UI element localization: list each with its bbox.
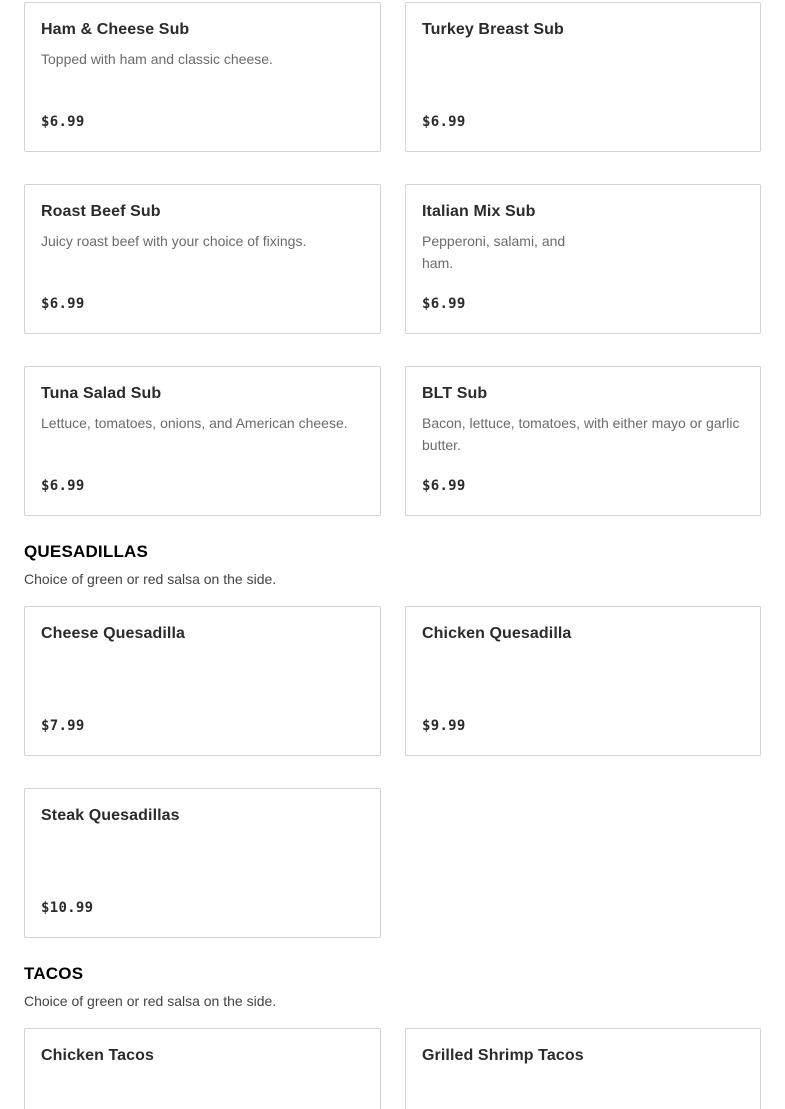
menu-item-card-tuna-salad-sub[interactable] — [24, 366, 381, 516]
menu-item-description: Pepperoni, salami, and ham. — [422, 233, 566, 271]
menu-item-name: Tuna Salad Sub — [41, 385, 162, 402]
menu-item-name: BLT Sub — [422, 385, 488, 402]
section-subtitle-tacos: Choice of green or red salsa on the side. — [24, 993, 277, 1009]
menu-item-price: $6.99 — [41, 478, 85, 494]
menu-item-price: $7.99 — [41, 718, 85, 734]
menu-item-card-ham-cheese-sub[interactable] — [24, 2, 381, 152]
menu-item-price: $6.99 — [422, 114, 466, 130]
menu-item-card-turkey-breast-sub[interactable] — [405, 2, 761, 152]
menu-item-name: Cheese Quesadilla — [41, 625, 185, 642]
menu-item-price: $6.99 — [422, 296, 466, 312]
menu-item-name: Chicken Quesadilla — [422, 625, 572, 642]
menu-item-card-chicken-quesadilla[interactable] — [405, 606, 761, 756]
menu-item-description: Juicy roast beef with your choice of fixings. — [41, 233, 307, 249]
menu-item-card-italian-mix-sub[interactable] — [405, 184, 761, 334]
menu-item-description: Bacon, lettuce, tomatoes, with either mayo or garlic butter. — [422, 415, 740, 453]
menu-item-card-steak-quesadillas[interactable] — [24, 788, 381, 938]
section-title-tacos: TACOS — [24, 964, 84, 983]
menu-item-price: $6.99 — [422, 478, 466, 494]
menu-item-card-grilled-shrimp-tacos[interactable] — [405, 1028, 761, 1109]
menu-item-description: Lettuce, tomatoes, onions, and American cheese. — [41, 415, 348, 431]
menu-item-name: Roast Beef Sub — [41, 203, 161, 220]
menu-item-card-roast-beef-sub[interactable] — [24, 184, 381, 334]
menu-item-price: $10.99 — [41, 900, 94, 916]
section-subtitle-quesadillas: Choice of green or red salsa on the side. — [24, 571, 277, 587]
menu-item-price: $6.99 — [41, 114, 85, 130]
menu-item-name: Italian Mix Sub — [422, 203, 536, 220]
menu-item-name: Grilled Shrimp Tacos — [422, 1047, 584, 1064]
menu-item-name: Ham & Cheese Sub — [41, 21, 190, 38]
menu-item-price: $6.99 — [41, 296, 85, 312]
menu-item-name: Turkey Breast Sub — [422, 21, 564, 38]
menu-item-price: $9.99 — [422, 718, 466, 734]
section-title-quesadillas: QUESADILLAS — [24, 542, 149, 561]
menu-item-card-cheese-quesadilla[interactable] — [24, 606, 381, 756]
menu-item-card-blt-sub[interactable] — [405, 366, 761, 516]
menu-item-name: Chicken Tacos — [41, 1047, 155, 1064]
menu-item-description: Topped with ham and classic cheese. — [41, 51, 273, 67]
menu-item-card-chicken-tacos[interactable] — [24, 1028, 381, 1109]
menu-item-name: Steak Quesadillas — [41, 807, 180, 824]
